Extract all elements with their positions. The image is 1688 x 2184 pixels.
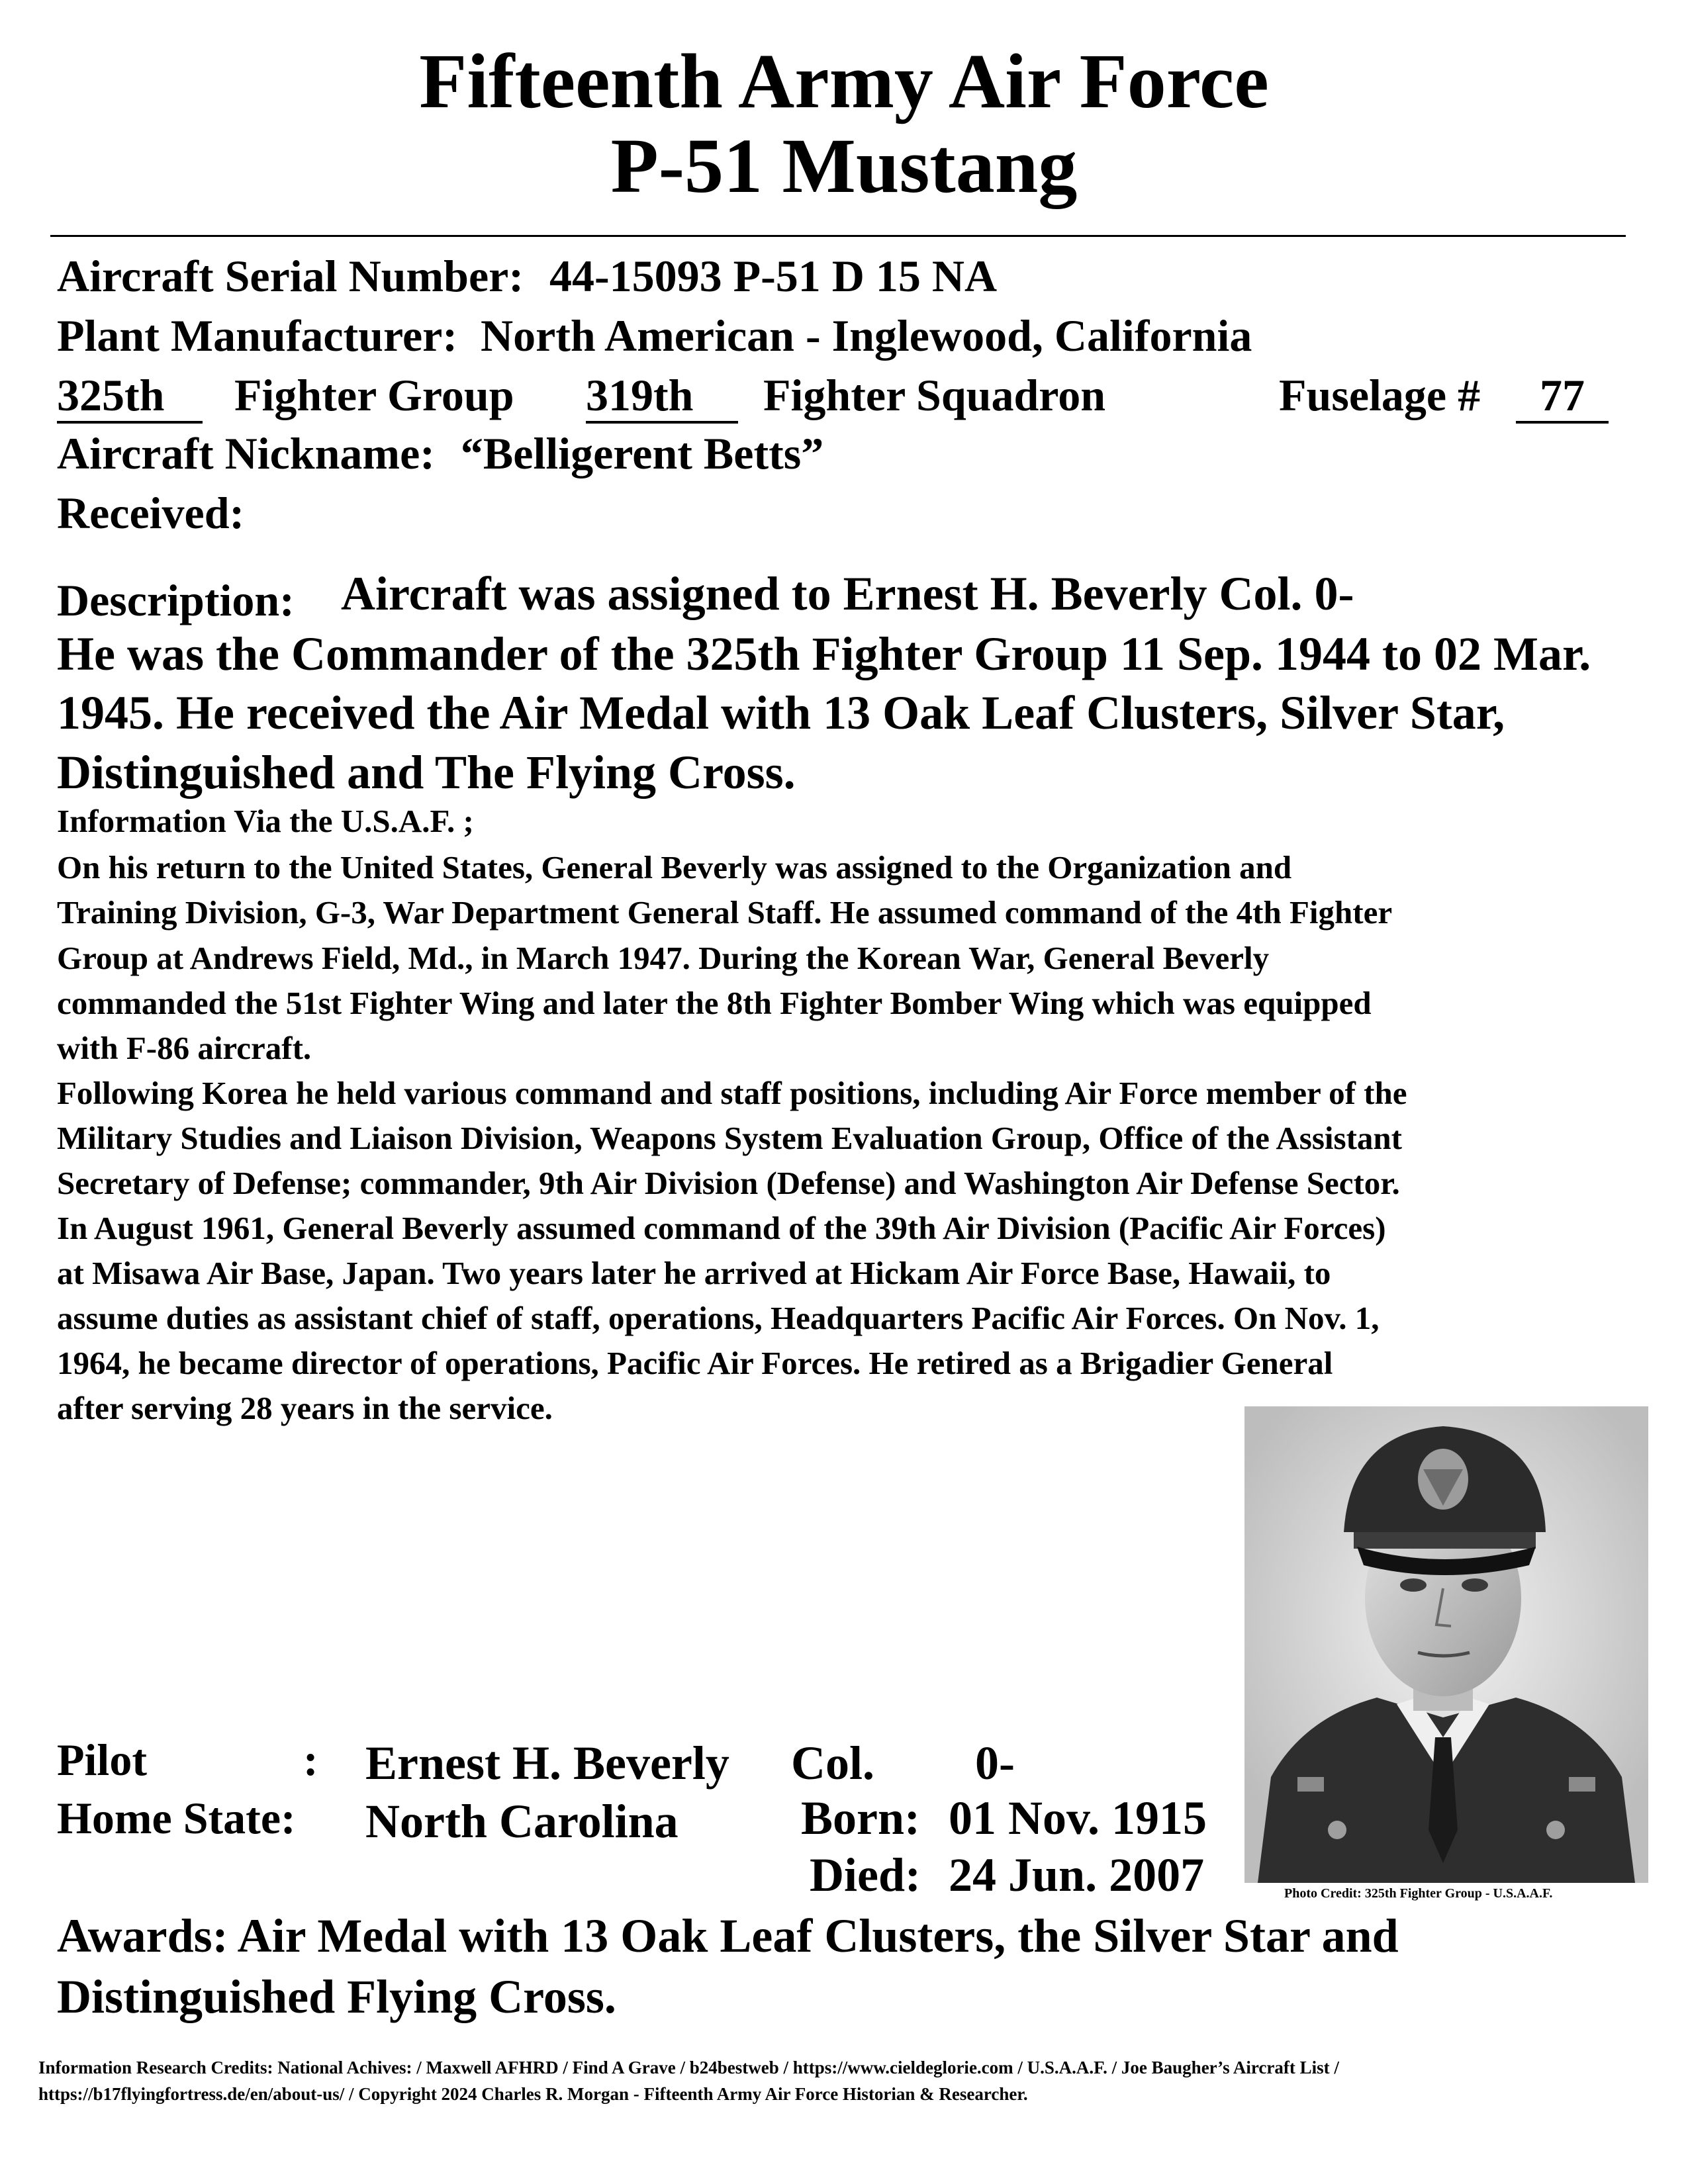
serial-label: Aircraft Serial Number:	[57, 251, 524, 301]
info-line: Group at Andrews Field, Md., in March 1947. During the Korean War, General Beverly	[57, 940, 1270, 976]
description-line-4: Distinguished and The Flying Cross.	[57, 746, 796, 799]
pilot-service-number: 0-	[975, 1737, 1015, 1790]
squadron-label: Fighter Squadron	[763, 370, 1106, 420]
group-number: 325th	[57, 365, 203, 425]
info-line: On his return to the United States, General Beverly was assigned to the Organization and	[57, 849, 1292, 886]
description-line-2: He was the Commander of the 325th Fighter Group 11 Sep. 1944 to 02 Mar.	[57, 627, 1591, 680]
info-line: with F-86 aircraft.	[57, 1030, 312, 1066]
description-line-3: 1945. He received the Air Medal with 13 Oak Leaf Clusters, Silver Star,	[57, 686, 1505, 739]
manufacturer-row	[57, 306, 1252, 365]
page-subtitle: P-51 Mustang	[610, 122, 1078, 209]
description-label: Description:	[57, 575, 295, 625]
manufacturer-label: Plant Manufacturer:	[57, 310, 457, 361]
footer-credits-line-2: https://b17flyingfortress.de/en/about-us/ / Copyright 2024 Charles R. Morgan - Fifteenth Army Air Force Historian & Researcher.	[38, 2084, 1028, 2104]
title-divider	[50, 235, 1626, 237]
info-line: Training Division, G-3, War Department General Staff. He assumed command of the 4th Fighter	[57, 894, 1393, 931]
info-source: Information Via the U.S.A.F. ;	[57, 803, 474, 839]
manufacturer-value: North American - Inglewood, California	[480, 310, 1252, 361]
info-line: Following Korea he held various command and staff positions, including Air Force member of the	[57, 1075, 1407, 1111]
nickname-value: “Belligerent Betts”	[460, 428, 824, 478]
died-label: Died:	[810, 1848, 921, 1901]
serial-value: 44-15093 P-51 D 15 NA	[549, 251, 998, 301]
fuselage-value: 77	[1516, 365, 1609, 425]
group-label: Fighter Group	[234, 370, 514, 420]
pilot-rank: Col.	[791, 1737, 874, 1790]
pilot-portrait-image	[1244, 1406, 1648, 1883]
fuselage-label: Fuselage #	[1279, 370, 1481, 420]
info-line: Military Studies and Liaison Division, Weapons System Evaluation Group, Office of the Assistant	[57, 1120, 1402, 1156]
nickname-label: Aircraft Nickname:	[57, 428, 435, 478]
received-label: Received:	[57, 488, 245, 538]
info-line: 1964, he became director of operations, Pacific Air Forces. He retired as a Brigadier General	[57, 1345, 1333, 1381]
description-line-1: Aircraft was assigned to Ernest H. Beverly Col. 0-	[341, 567, 1354, 620]
info-line: at Misawa Air Base, Japan. Two years later he arrived at Hickam Air Force Base, Hawaii, to	[57, 1255, 1331, 1291]
died-value: 24 Jun. 2007	[949, 1848, 1205, 1901]
awards-line-2: Distinguished Flying Cross.	[57, 1970, 616, 2023]
pilot-label: Pilot	[57, 1735, 147, 1785]
info-line: In August 1961, General Beverly assumed command of the 39th Air Division (Pacific Air Forces)	[57, 1210, 1386, 1246]
page-title: Fifteenth Army Air Force	[419, 38, 1269, 124]
info-line: Secretary of Defense; commander, 9th Air Division (Defense) and Washington Air Defense Sector.	[57, 1165, 1400, 1201]
serial-row	[57, 246, 997, 306]
awards-line-1: Awards: Air Medal with 13 Oak Leaf Clusters, the Silver Star and	[57, 1909, 1399, 1962]
info-line: after serving 28 years in the service.	[57, 1390, 553, 1426]
pilot-colon: :	[303, 1735, 318, 1785]
home-state-label: Home State:	[57, 1793, 296, 1843]
pilot-name: Ernest H. Beverly	[365, 1737, 729, 1790]
nickname-row	[57, 424, 823, 483]
info-line: assume duties as assistant chief of staff, operations, Headquarters Pacific Air Forces. On Nov. 1,	[57, 1300, 1380, 1336]
photo-credit: Photo Credit: 325th Fighter Group - U.S.A.A.F.	[1284, 1886, 1553, 1901]
info-line: commanded the 51st Fighter Wing and later the 8th Fighter Bomber Wing which was equipped	[57, 985, 1372, 1021]
home-state-value: North Carolina	[365, 1795, 679, 1848]
footer-credits-line-1: Information Research Credits: National Achives: / Maxwell AFHRD / Find A Grave / b24bestweb / https://www.cieldeglorie.com / U.S.A.A.F. / Joe Baugher’s Aircraft List /	[38, 2058, 1339, 2077]
born-value: 01 Nov. 1915	[949, 1792, 1207, 1844]
born-label: Born:	[801, 1792, 920, 1844]
squadron-number: 319th	[586, 365, 738, 425]
